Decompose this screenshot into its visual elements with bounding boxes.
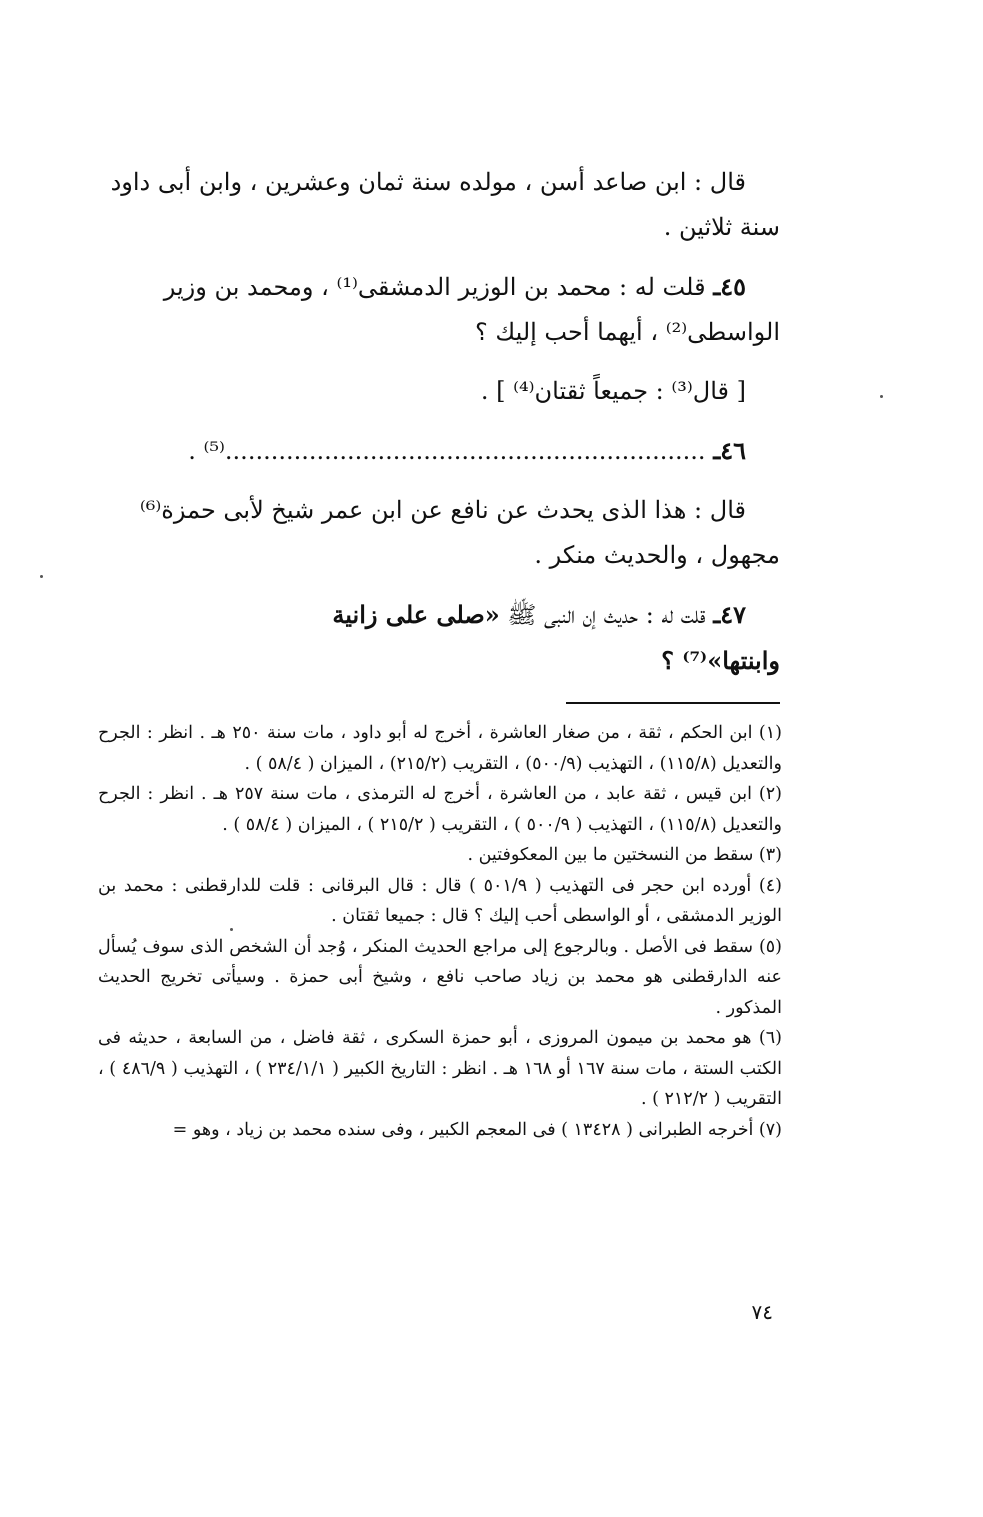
question-47	[100, 592, 780, 638]
question-47-quote: «صلى على زانية	[332, 600, 500, 629]
answer-46-line2: مجهول ، والحديث منكر .	[534, 541, 780, 569]
question-46	[100, 428, 780, 474]
scan-speck	[40, 575, 43, 578]
question-45-number: ٤٥ـ	[713, 272, 746, 301]
question-46-missing: ...............................................................⁽⁵⁾ .	[188, 437, 706, 465]
question-47-number: ٤٧ـ	[713, 600, 746, 629]
scan-speck	[230, 928, 233, 931]
question-47-line2: وابنتها»⁽⁷⁾ ؟	[661, 646, 780, 675]
answer-45: [ قال⁽³⁾ : جميعاً ثقتان⁽⁴⁾ ] .	[480, 377, 746, 405]
question-45-text: قلت له : محمد بن الوزير الدمشقى⁽¹⁾ ، ومحمد بن وزير	[163, 273, 706, 301]
question-46-number: ٤٦ـ	[713, 436, 746, 465]
scan-speck	[880, 395, 883, 398]
paragraph-intro-line1: قال : ابن صاعد أسن ، مولده سنة ثمان وعشرين ، وابن أبى داود	[110, 168, 746, 196]
footnote-2: (٢) ابن قيس ، ثقة عابد ، من العاشرة ، أخرج له الترمذى ، مات سنة ٢٥٧ هـ . انظر : الجرح والتعديل (١١٥/٨) ، التهذيب ( ٥٠٠/٩ ) ، التقريب ( ٢١٥/٢ ) ، الميزان ( ٥٨/٤ ) .	[98, 784, 782, 835]
footnote-3: (٣) سقط من النسختين ما بين المعكوفتين .	[467, 845, 782, 865]
footnote-6: (٦) هو محمد بن ميمون المروزى ، أبو حمزة السكرى ، ثقة فاضل ، من السابعة ، حديثه فى الكتب الستة ، مات سنة ١٦٧ أو ١٦٨ هـ . انظر : التاريخ الكبير ( ٢٣٤/١/١ ) ، التهذيب ( ٤٨٦/٩ ) ، التقريب ( ٢١٢/٢ ) .	[98, 1028, 783, 1109]
footnote-4: (٤) أورده ابن حجر فى التهذيب ( ٥٠١/٩ ) قال : قال البرقانى : قلت للدارقطنى : محمد بن الوزير الدمشقى ، أو الواسطى أحب إليك ؟ قال : جميعا ثقتان .	[98, 875, 782, 926]
main-text	[100, 160, 780, 683]
question-47-text: قلت له : حديث إن النبى ﷺ	[507, 601, 706, 629]
paragraph-intro-line2: سنة ثلاثين .	[663, 213, 780, 241]
footnotes	[98, 718, 782, 1145]
page-number: ٧٤	[751, 1300, 773, 1324]
footnote-divider	[566, 702, 780, 704]
footnote-1: (١) ابن الحكم ، ثقة ، من صغار العاشرة ، أخرج له أبو داود ، مات سنة ٢٥٠ هـ . انظر : الجرح والتعديل (١١٥/٨) ، التهذيب (٥٠٠/٩) ، التقريب (٢١٥/٢) ، الميزان ( ٥٨/٤ ) .	[98, 723, 782, 774]
answer-46-line1: قال : هذا الذى يحدث عن نافع عن ابن عمر شيخ لأبى حمزة⁽⁶⁾	[139, 496, 746, 524]
question-45-line2: الواسطى⁽²⁾ ، أيهما أحب إليك ؟	[474, 318, 780, 346]
footnote-7: (٧) أخرجه الطبرانى ( ١٣٤٢٨ ) فى المعجم الكبير ، وفى سنده محمد بن زياد ، وهو =	[172, 1119, 782, 1140]
footnote-5: (٥) سقط فى الأصل . وبالرجوع إلى مراجع الحديث المنكر ، وُجد أن الشخص الذى سوف يُسأل عنه الدارقطنى هو محمد بن زياد صاحب نافع ، وشيخ أبى حمزة . وسيأتى تخريج الحديث المذكور .	[98, 936, 782, 1018]
question-45	[100, 264, 780, 310]
